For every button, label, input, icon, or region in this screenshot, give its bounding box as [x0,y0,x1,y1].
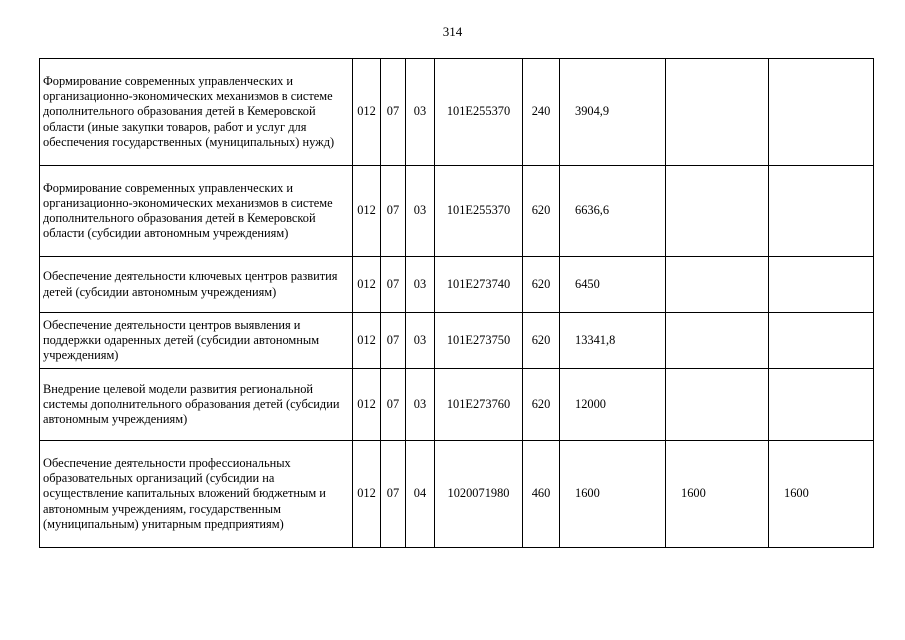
subsection-code-cell: 03 [406,313,435,369]
table-row [40,441,874,548]
expense-name-cell: Обеспечение деятельности профессиональных образовательных организаций (субсидии на осуществление капитальных вложений бюджетным и автономным учреждениям, государственным (муниципальным) унитарным предприятиям) [40,441,353,548]
amount-year-3-cell [769,166,874,257]
table-row [40,59,874,166]
amount-year-1-cell: 6450 [560,257,666,313]
ministry-code-cell: 012 [353,313,381,369]
ministry-code-cell: 012 [353,59,381,166]
expense-type-cell: 240 [523,59,560,166]
budget-table [39,58,874,548]
amount-year-2-cell: 1600 [666,441,769,548]
subsection-code-cell: 03 [406,257,435,313]
target-article-cell: 101E255370 [435,166,523,257]
amount-year-2-cell [666,166,769,257]
target-article-cell: 101E273750 [435,313,523,369]
amount-year-1-cell: 6636,6 [560,166,666,257]
table-row [40,257,874,313]
amount-year-3-cell [769,59,874,166]
ministry-code-cell: 012 [353,257,381,313]
target-article-cell: 101E255370 [435,59,523,166]
target-article-cell: 1020071980 [435,441,523,548]
subsection-code-cell: 03 [406,59,435,166]
page-number: 314 [442,24,463,39]
ministry-code-cell: 012 [353,441,381,548]
amount-year-1-cell: 3904,9 [560,59,666,166]
expense-type-cell: 620 [523,369,560,441]
expense-name-cell: Формирование современных управленческих и организационно-экономических механизмов в системе дополнительного образования детей в Кемеровской области (иные закупки товаров, работ и услуг для обеспечения государственных (муниципальных) нужд) [40,59,353,166]
amount-year-2-cell [666,369,769,441]
expense-type-cell: 620 [523,166,560,257]
amount-year-2-cell [666,59,769,166]
table-row [40,313,874,369]
expense-name-cell: Обеспечение деятельности ключевых центров развития детей (субсидии автономным учреждениям) [40,257,353,313]
subsection-code-cell: 04 [406,441,435,548]
amount-year-3-cell [769,313,874,369]
expense-name-cell: Формирование современных управленческих и организационно-экономических механизмов в системе дополнительного образования детей в Кемеровской области (субсидии автономным учреждениям) [40,166,353,257]
expense-type-cell: 620 [523,313,560,369]
subsection-code-cell: 03 [406,166,435,257]
amount-year-1-cell: 1600 [560,441,666,548]
amount-year-1-cell: 13341,8 [560,313,666,369]
target-article-cell: 101E273760 [435,369,523,441]
section-code-cell: 07 [381,369,406,441]
section-code-cell: 07 [381,257,406,313]
section-code-cell: 07 [381,441,406,548]
expense-name-cell: Внедрение целевой модели развития региональной системы дополнительного образования детей (субсидии автономным учреждениям) [40,369,353,441]
table-row [40,369,874,441]
target-article-cell: 101E273740 [435,257,523,313]
amount-year-1-cell: 12000 [560,369,666,441]
ministry-code-cell: 012 [353,166,381,257]
amount-year-3-cell: 1600 [769,441,874,548]
expense-type-cell: 620 [523,257,560,313]
section-code-cell: 07 [381,166,406,257]
section-code-cell: 07 [381,313,406,369]
expense-type-cell: 460 [523,441,560,548]
amount-year-2-cell [666,313,769,369]
subsection-code-cell: 03 [406,369,435,441]
table-row [40,166,874,257]
section-code-cell: 07 [381,59,406,166]
amount-year-3-cell [769,257,874,313]
ministry-code-cell: 012 [353,369,381,441]
amount-year-2-cell [666,257,769,313]
expense-name-cell: Обеспечение деятельности центров выявления и поддержки одаренных детей (субсидии автономным учреждениям) [40,313,353,369]
amount-year-3-cell [769,369,874,441]
